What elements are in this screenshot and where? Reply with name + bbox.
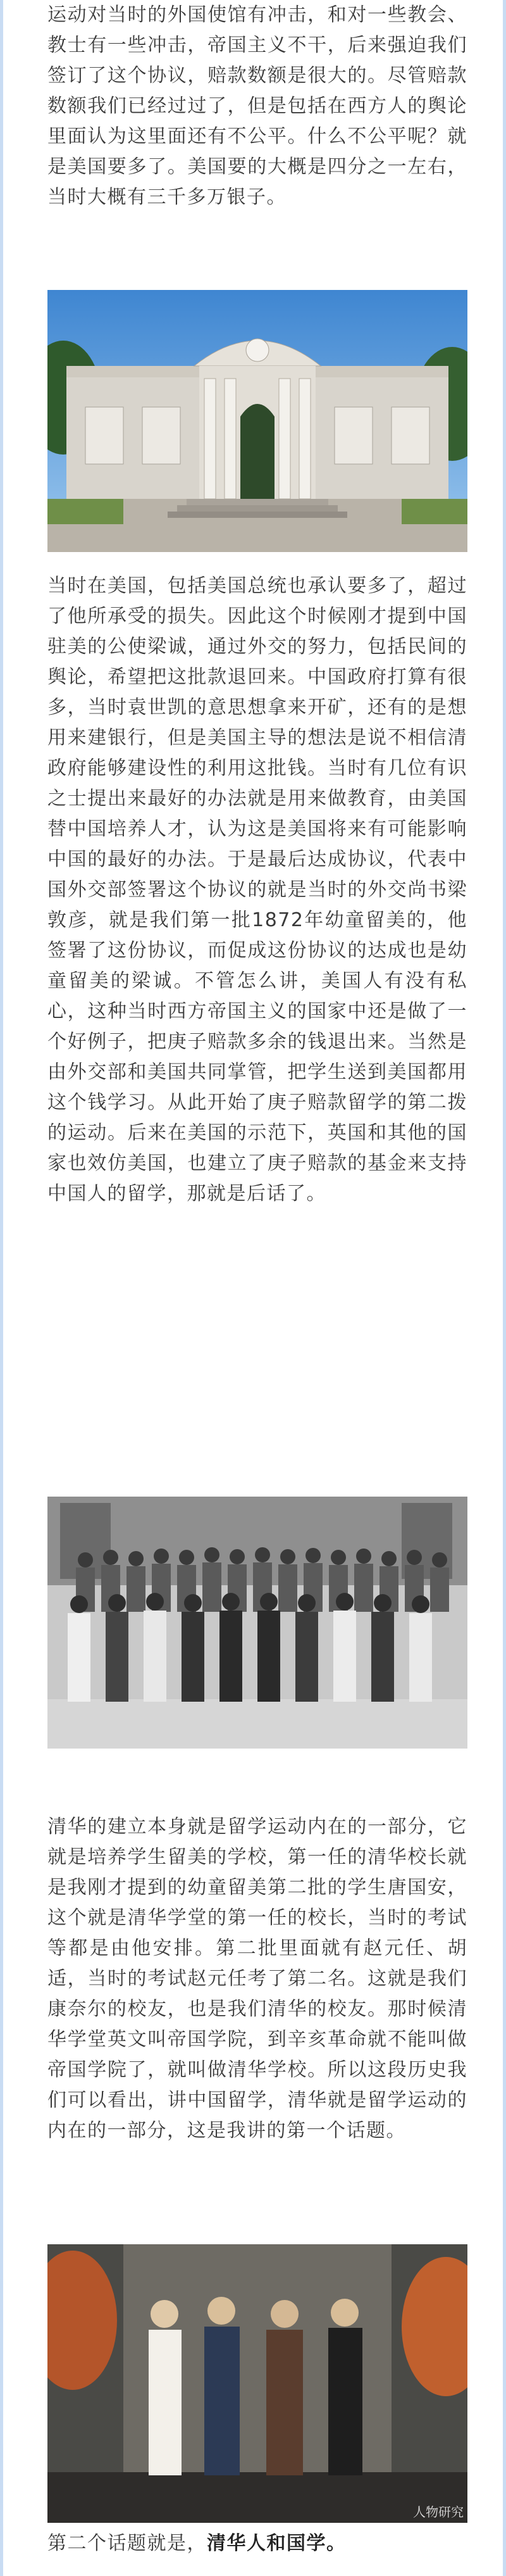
watermark-text: 人物研究 (413, 2504, 464, 2520)
group-photo-drawing (47, 1497, 467, 1749)
article-paragraph-4 (47, 2529, 467, 2559)
paragraph-4-bold: 清华人和国学。 (207, 2532, 347, 2554)
article-paragraph-1: 运动对当时的外国使馆有冲击，和对一些教会、教士有一些冲击，帝国主义不干，后来强迫我们签订了这个协议，赔款数额是很大的。尽管赔款数额我们已经过过了，但是包括在西方人的舆论里面认为这里面还有不公平。什么不公平呢？就是美国要多了。美国要的大概是四分之一左右，当时大概有三千多万银子。 (47, 4, 467, 208)
article-paragraph-3: 清华的建立本身就是留学运动内在的一部分，它就是培养学生留美的学校，第一任的清华校长就是我刚才提到的幼童留美第二批的学生唐国安，这个就是清华学堂的第一任的校长，当时的考试等都是由他安排。第二批里面就有赵元任、胡适，当时的考试赵元任考了第二名。这就是我们康奈尔的校友，也是我们清华的校友。那时候清华学堂英文叫帝国学院，到辛亥革命就不能叫做帝国学院了，就叫做清华学校。所以这段历史我们可以看出，讲中国留学，清华就是留学运动的内在的一部分，这是我讲的第一个话题。 (47, 1816, 467, 2142)
gate-photo (47, 290, 467, 552)
group-photo (47, 1497, 467, 1749)
paragraph-4-lead: 第二个话题就是， (47, 2532, 207, 2554)
gate-photo-drawing (47, 290, 467, 552)
article-paragraph-2: 当时在美国，包括美国总统也承认要多了，超过了他所承受的损失。因此这个时候刚才提到中国驻美的公使梁诚，通过外交的努力，包括民间的舆论，希望把这批款退回来。中国政府打算有很多，当时袁世凯的意思想拿来开矿，还有的是想用来建银行，但是美国主导的想法是说不相信清政府能够建设性的利用这批钱。当时有几位有识之士提出来最好的办法就是用来做教育，由美国替中国培养人才，认为这是美国将来有可能影响中国的最好的办法。于是最后达成协议，代表中国外交部签署这个协议的就是当时的外交尚书梁敦彦，就是我们第一批1872年幼童留美的，他签署了这份协议，而促成这份协议的达成也是幼童留美的梁诚。不管怎么讲，美国人有没有私心，这种当时西方帝国主义的国家中还是做了一个好例子，把庚子赔款多余的钱退出来。当然是由外交部和美国共同掌管，把学生送到美国都用这个钱学习。从此开始了庚子赔款留学的第二拨的运动。后来在美国的示范下，英国和其他的国家也效仿美国，也建立了庚子赔款的基金来支持中国人的留学，那就是后话了。 (47, 575, 467, 1205)
four-mentors-photo (47, 2244, 467, 2523)
four-mentors-drawing (47, 2244, 467, 2523)
